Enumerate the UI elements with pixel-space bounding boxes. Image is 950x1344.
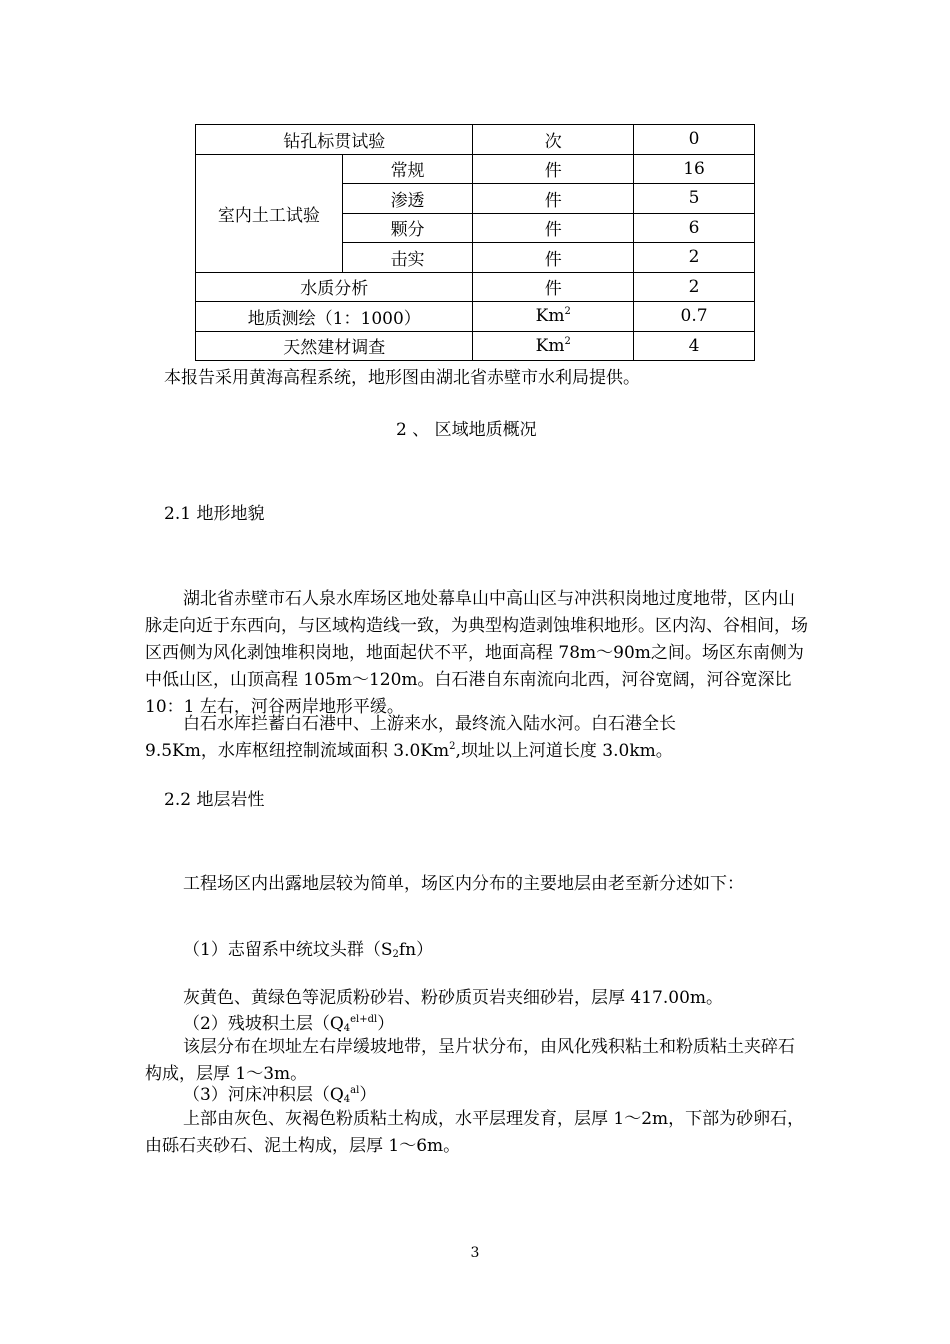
- unit-superscript: 2: [564, 335, 571, 347]
- table-cell-qty: 16: [634, 154, 755, 184]
- table-cell-subitem: 常规: [342, 154, 473, 184]
- section-2-1-title: 2.1 地形地貌: [164, 504, 265, 524]
- reservoir-paragraph-line1: 白石水库拦蓄白石港中、上游来水，最终流入陆水河。白石港全长: [183, 714, 676, 734]
- table-cell-qty: 0.7: [634, 302, 755, 332]
- stratum-2-subscript: 4: [343, 1023, 351, 1034]
- table-cell-subitem: 击实: [342, 243, 473, 273]
- table-cell-unit: 件: [473, 184, 634, 214]
- reservoir-text-a: 9.5Km，水库枢纽控制流域面积 3.0Km: [145, 741, 450, 761]
- table-cell-qty: 2: [634, 272, 755, 302]
- section-2-2-title: 2.2 地层岩性: [164, 790, 265, 810]
- table-cell-unit: [473, 302, 634, 332]
- table-cell-unit: [473, 331, 634, 361]
- table-row: [196, 125, 755, 155]
- table-cell-qty: 0: [634, 125, 755, 155]
- stratum-1-title: [183, 938, 433, 962]
- area-superscript: 2: [449, 741, 456, 752]
- unit-text: Km: [535, 335, 565, 356]
- stratum-2-description: 该层分布在坝址左右岸缓坡地带，呈片状分布，由风化残积粘土和粉质粘土夹碎石构成，层厚 1～3m。: [145, 1037, 795, 1084]
- stratum-2-title: [183, 1012, 394, 1036]
- table-row: [196, 302, 755, 332]
- survey-workload-table: [195, 124, 755, 361]
- table-cell-unit: 件: [473, 243, 634, 273]
- table-cell-item: 地质测绘（1：1000）: [196, 302, 473, 332]
- stratum-1-title-post: fn）: [398, 940, 434, 960]
- table-cell-unit: 件: [473, 272, 634, 302]
- table-cell-unit: 件: [473, 154, 634, 184]
- stratum-3-title-post: ）: [359, 1085, 377, 1105]
- table-cell-subitem: 渗透: [342, 184, 473, 214]
- table-cell-qty: 5: [634, 184, 755, 214]
- table-row: [196, 331, 755, 361]
- stratum-2-title-post: ）: [377, 1014, 395, 1034]
- stratum-1-description: 灰黄色、黄绿色等泥质粉砂岩、粉砂质页岩夹细砂岩，层厚 417.00m。: [183, 988, 724, 1008]
- table-cell-item: 天然建材调查: [196, 331, 473, 361]
- table-cell-group: 室内土工试验: [196, 154, 343, 272]
- stratum-1-subscript: 2: [392, 949, 399, 960]
- page-number: 3: [470, 1245, 480, 1261]
- stratum-2-title-pre: （2）残坡积土层（Q: [183, 1014, 344, 1034]
- unit-superscript: 2: [564, 306, 571, 318]
- section-2-title: 2 、 区域地质概况: [396, 420, 537, 440]
- stratum-3-description: 上部由灰色、灰褐色粉质粘土构成，水平层理发育，层厚 1～2m，下部为砂卵石，由砾石夹砂石、泥土构成，层厚 1～6m。: [145, 1109, 805, 1156]
- table-cell-qty: 4: [634, 331, 755, 361]
- table-row: [196, 154, 755, 184]
- stratum-1-title-pre: （1）志留系中统坟头群（S: [183, 940, 393, 960]
- table-cell-subitem: 颗分: [342, 213, 473, 243]
- terrain-paragraph: 湖北省赤壁市石人泉水库场区地处幕阜山中高山区与冲洪积岗地过度地带，区内山脉走向近于东西向，与区域构造线一致，为典型构造剥蚀堆积地形。区内沟、谷相间，场区西侧为风化剥蚀堆积岗地，地面起伏不平，地面高程 78m～90m之间。场区东南侧为中低山区，山顶高程 105m～120m。白石港自东南流向北西，河谷宽阔，河谷宽深比 10：1 左右，河谷两岸地形平缓。: [145, 589, 808, 717]
- stratum-3-title-pre: （3）河床冲积层（Q: [183, 1085, 344, 1105]
- reservoir-text-b: ,坝址以上河道长度 3.0km。: [455, 741, 673, 761]
- stratum-2-superscript: el+dl: [350, 1014, 378, 1025]
- table-cell-qty: 2: [634, 243, 755, 273]
- unit-text: Km: [535, 306, 565, 327]
- stratum-3-subscript: 4: [343, 1094, 351, 1105]
- table-cell-unit: 次: [473, 125, 634, 155]
- table-row: [196, 272, 755, 302]
- table-cell-item: 水质分析: [196, 272, 473, 302]
- table-cell-item: 钻孔标贯试验: [196, 125, 473, 155]
- elevation-note: 本报告采用黄海高程系统，地形图由湖北省赤壁市水利局提供。: [164, 368, 640, 388]
- stratum-3-title: [183, 1083, 376, 1107]
- table-cell-qty: 6: [634, 213, 755, 243]
- reservoir-paragraph-line2: [145, 739, 673, 763]
- stratum-3-superscript: al: [350, 1085, 360, 1096]
- table-cell-unit: 件: [473, 213, 634, 243]
- strata-intro: 工程场区内出露地层较为简单，场区内分布的主要地层由老至新分述如下：: [183, 874, 744, 894]
